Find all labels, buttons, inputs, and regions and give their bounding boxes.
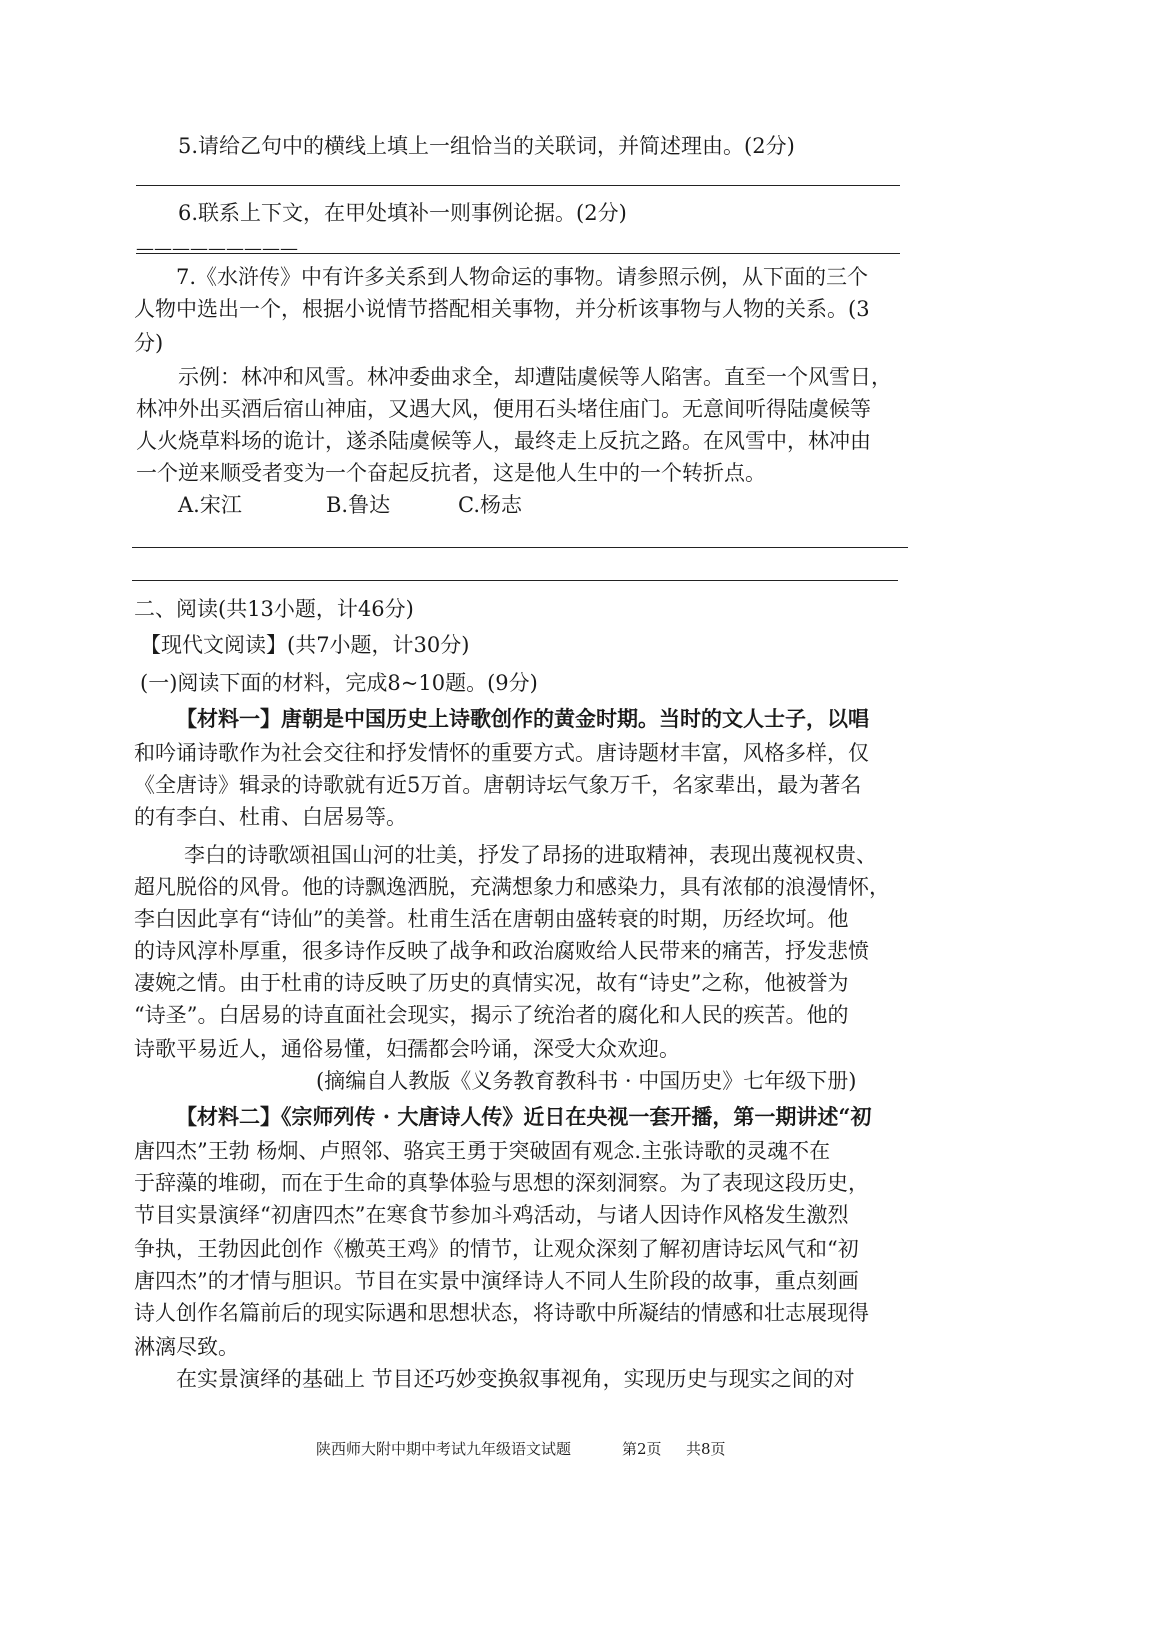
material-2-line-6: 唐四杰”的才情与胆识。节目在实景中演绎诗人不同人生阶段的故事，重点刻画 — [134, 1269, 859, 1293]
question-5: 5.请给乙句中的横线上填上一组恰当的关联词，并简述理由。(2分) — [178, 134, 795, 158]
footer-total: 共8页 — [686, 1440, 726, 1458]
example-line-4: 一个逆来顺受者变为一个奋起反抗者，这是他人生中的一个转折点。 — [136, 461, 766, 485]
section-2-title: 二、阅读(共13小题，计46分) — [134, 597, 414, 621]
modern-reading-heading: 【现代文阅读】(共7小题，计30分) — [140, 633, 470, 657]
answer-line-7b — [132, 580, 898, 581]
material-2-line-2: 唐四杰”王勃 杨炯、卢照邻、骆宾王勇于突破固有观念.主张诗歌的灵魂不在 — [134, 1139, 831, 1163]
answer-line-7a — [132, 547, 908, 548]
footer-page: 第2页 — [622, 1440, 662, 1458]
material-1-source: (摘编自人教版《义务教育教科书 · 中国历史》七年级下册) — [316, 1069, 857, 1093]
answer-line-5 — [136, 185, 900, 186]
example-line-3: 人火烧草料场的诡计，遂杀陆虞候等人，最终走上反抗之路。在风雪中，林冲由 — [136, 429, 871, 453]
option-b: B.鲁达 — [326, 493, 391, 517]
question-7-line-2: 人物中选出一个，根据小说情节搭配相关事物，并分析该事物与人物的关系。(3 — [134, 297, 870, 321]
material-1-para2-line-5: 凄婉之情。由于杜甫的诗反映了历史的真情实况，故有“诗史”之称，他被誉为 — [134, 971, 849, 995]
question-7-line-3: 分) — [134, 331, 164, 355]
part-1-heading: (一)阅读下面的材料，完成8~10题。(9分) — [140, 671, 538, 695]
material-1-line-3: 《全唐诗》辑录的诗歌就有近5万首。唐朝诗坛气象万千，名家辈出，最为著名 — [134, 773, 862, 797]
question-7-line-1: 7.《水浒传》中有许多关系到人物命运的事物。请参照示例，从下面的三个 — [176, 265, 869, 289]
material-2-first-line: 【材料二】《宗师列传 · 大唐诗人传》近日在央视一套开播，第一期讲述“初 — [176, 1104, 872, 1129]
answer-line-6 — [136, 253, 900, 254]
answer-dashes-6: ————————— — [136, 238, 298, 259]
material-2-last-line: 在实景演绎的基础上 节目还巧妙变换叙事视角，实现历史与现实之间的对 — [176, 1367, 855, 1391]
material-2-line-7: 诗人创作名篇前后的现实际遇和思想状态，将诗歌中所凝结的情感和壮志展现得 — [134, 1301, 869, 1325]
material-1-para2-line-2: 超凡脱俗的风骨。他的诗飘逸洒脱，充满想象力和感染力，具有浓郁的浪漫情怀， — [134, 875, 890, 899]
option-a: A.宋江 — [178, 493, 242, 517]
option-c: C.杨志 — [458, 493, 522, 517]
example-line-2: 林冲外出买酒后宿山神庙，又遇大风，便用石头堵住庙门。无意间听得陆虞候等 — [136, 397, 871, 421]
material-2-line-5: 争执，王勃因此创作《檄英王鸡》的情节，让观众深刻了解初唐诗坛风气和“初 — [134, 1237, 859, 1261]
material-1-para2-line-4: 的诗风淳朴厚重，很多诗作反映了战争和政治腐败给人民带来的痛苦，抒发悲愤 — [134, 939, 869, 963]
material-1-line-4: 的有李白、杜甫、白居易等。 — [134, 805, 407, 829]
example-line-1: 示例：林冲和风雪。林冲委曲求全，却遭陆虞候等人陷害。直至一个风雪日， — [178, 365, 892, 389]
material-1-para2-line-1: 李白的诗歌颂祖国山河的壮美，抒发了昂扬的进取精神，表现出蔑视权贵、 — [184, 843, 877, 867]
material-1-para2-line-3: 李白因此享有“诗仙”的美誉。杜甫生活在唐朝由盛转衰的时期，历经坎坷。他 — [134, 907, 849, 931]
material-1-para2-line-7: 诗歌平易近人，通俗易懂，妇孺都会吟诵，深受大众欢迎。 — [134, 1037, 680, 1061]
material-1-line-2: 和吟诵诗歌作为社会交往和抒发情怀的重要方式。唐诗题材丰富，风格多样，仅 — [134, 741, 869, 765]
material-2-line-8: 淋漓尽致。 — [134, 1335, 239, 1359]
material-2-line-4: 节目实景演绎“初唐四杰”在寒食节参加斗鸡活动，与诸人因诗作风格发生激烈 — [134, 1203, 849, 1227]
material-1-first-line: 【材料一】唐朝是中国历史上诗歌创作的黄金时期。当时的文人士子，以唱 — [176, 706, 869, 731]
material-1-para2-line-6: “诗圣”。白居易的诗直面社会现实，揭示了统治者的腐化和人民的疾苦。他的 — [134, 1003, 849, 1027]
question-6: 6.联系上下文，在甲处填补一则事例论据。(2分) — [178, 201, 627, 225]
footer-title: 陕西师大附中期中考试九年级语文试题 — [316, 1440, 572, 1458]
material-2-line-3: 于辞藻的堆砌，而在于生命的真挚体验与思想的深刻洞察。为了表现这段历史， — [134, 1171, 869, 1195]
